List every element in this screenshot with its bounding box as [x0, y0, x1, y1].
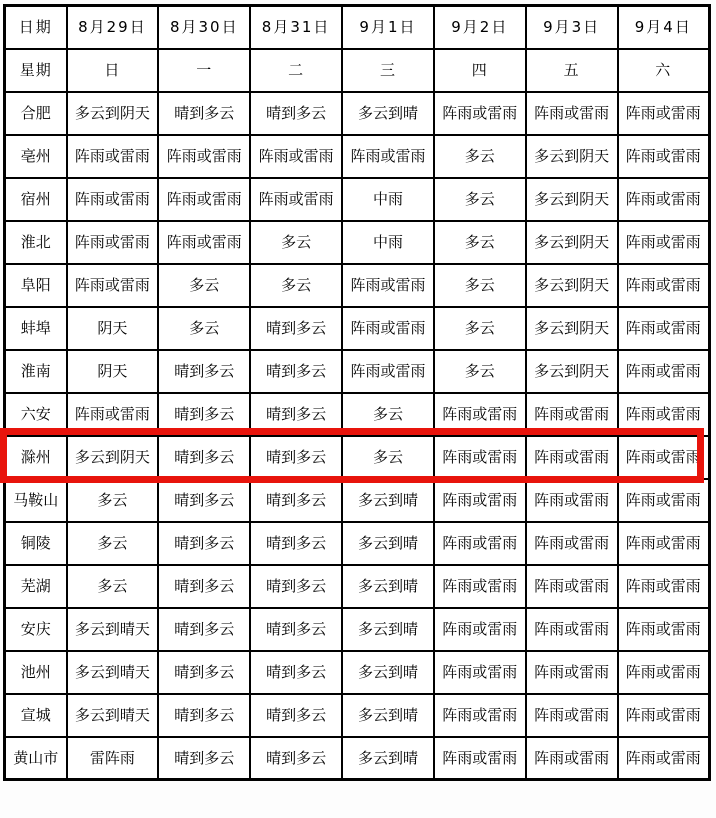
forecast-cell: 阵雨或雷雨: [67, 178, 159, 221]
date-cell: 9月3日: [526, 6, 618, 49]
city-name-cell: 蚌埠: [5, 307, 67, 350]
city-name-cell: 宿州: [5, 178, 67, 221]
forecast-cell: 阵雨或雷雨: [526, 479, 618, 522]
forecast-cell: 阵雨或雷雨: [67, 135, 159, 178]
date-cell: 8月31日: [250, 6, 342, 49]
forecast-cell: 阵雨或雷雨: [526, 651, 618, 694]
forecast-cell: 阵雨或雷雨: [434, 565, 526, 608]
weekday-cell: 二: [250, 49, 342, 92]
forecast-cell: 多云: [67, 522, 159, 565]
forecast-cell: 阵雨或雷雨: [342, 135, 434, 178]
forecast-cell: 晴到多云: [250, 565, 342, 608]
forecast-cell: 多云: [158, 307, 250, 350]
forecast-cell: 晴到多云: [250, 608, 342, 651]
forecast-cell: 多云到晴: [342, 651, 434, 694]
forecast-cell: 晴到多云: [250, 350, 342, 393]
forecast-cell: 阵雨或雷雨: [434, 479, 526, 522]
forecast-cell: 多云到晴: [342, 565, 434, 608]
forecast-cell: 阵雨或雷雨: [434, 522, 526, 565]
city-name-cell: 亳州: [5, 135, 67, 178]
forecast-cell: 阵雨或雷雨: [526, 694, 618, 737]
forecast-cell: 阵雨或雷雨: [618, 479, 710, 522]
forecast-cell: 多云到晴: [342, 92, 434, 135]
forecast-cell: 晴到多云: [250, 694, 342, 737]
forecast-cell: 阵雨或雷雨: [526, 436, 618, 479]
forecast-cell: 多云到晴: [342, 479, 434, 522]
forecast-cell: 多云: [434, 350, 526, 393]
city-name-cell: 六安: [5, 393, 67, 436]
forecast-cell: 晴到多云: [158, 522, 250, 565]
forecast-cell: 阵雨或雷雨: [526, 522, 618, 565]
forecast-cell: 阵雨或雷雨: [618, 522, 710, 565]
forecast-cell: 阵雨或雷雨: [434, 694, 526, 737]
city-forecast-row: [5, 221, 710, 264]
forecast-cell: 阵雨或雷雨: [434, 651, 526, 694]
city-name-cell: 铜陵: [5, 522, 67, 565]
forecast-cell: 晴到多云: [250, 737, 342, 780]
forecast-cell: 阵雨或雷雨: [250, 135, 342, 178]
forecast-cell: 阵雨或雷雨: [618, 135, 710, 178]
forecast-cell: 晴到多云: [250, 436, 342, 479]
forecast-cell: 阵雨或雷雨: [618, 221, 710, 264]
forecast-cell: 阵雨或雷雨: [618, 694, 710, 737]
weekday-cell: 日: [67, 49, 159, 92]
forecast-cell: 阵雨或雷雨: [158, 135, 250, 178]
weekday-cell: 三: [342, 49, 434, 92]
forecast-cell: 多云: [250, 221, 342, 264]
weekday-cell: 一: [158, 49, 250, 92]
city-forecast-row: [5, 135, 710, 178]
forecast-cell: 晴到多云: [158, 737, 250, 780]
city-forecast-row: [5, 307, 710, 350]
forecast-cell: 晴到多云: [250, 92, 342, 135]
forecast-cell: 中雨: [342, 178, 434, 221]
forecast-cell: 阵雨或雷雨: [526, 565, 618, 608]
forecast-cell: 多云: [434, 264, 526, 307]
city-forecast-row: [5, 92, 710, 135]
forecast-cell: 阵雨或雷雨: [434, 92, 526, 135]
city-forecast-row: [5, 393, 710, 436]
forecast-cell: 多云: [67, 565, 159, 608]
forecast-cell: 多云到阴天: [526, 350, 618, 393]
date-cell: 9月2日: [434, 6, 526, 49]
forecast-cell: 晴到多云: [158, 92, 250, 135]
city-name-cell: 阜阳: [5, 264, 67, 307]
forecast-cell: 多云: [342, 436, 434, 479]
forecast-cell: 阵雨或雷雨: [526, 737, 618, 780]
forecast-cell: 多云到晴: [342, 694, 434, 737]
forecast-cell: 阵雨或雷雨: [158, 221, 250, 264]
date-cell: 9月4日: [618, 6, 710, 49]
city-forecast-row: [5, 608, 710, 651]
weekday-cell: 四: [434, 49, 526, 92]
forecast-cell: 阵雨或雷雨: [618, 178, 710, 221]
forecast-cell: 多云到晴: [342, 608, 434, 651]
forecast-cell: 阵雨或雷雨: [342, 350, 434, 393]
forecast-cell: 多云到阴天: [526, 135, 618, 178]
forecast-cell: 晴到多云: [250, 651, 342, 694]
forecast-cell: 晴到多云: [158, 479, 250, 522]
forecast-cell: 阵雨或雷雨: [618, 92, 710, 135]
forecast-cell: 阵雨或雷雨: [67, 393, 159, 436]
forecast-cell: 多云: [434, 135, 526, 178]
forecast-cell: 阵雨或雷雨: [618, 436, 710, 479]
forecast-cell: 阵雨或雷雨: [526, 608, 618, 651]
forecast-cell: 晴到多云: [250, 307, 342, 350]
forecast-cell: 多云到阴天: [67, 436, 159, 479]
forecast-cell: 多云: [434, 178, 526, 221]
forecast-cell: 阵雨或雷雨: [67, 264, 159, 307]
forecast-cell: 阵雨或雷雨: [618, 307, 710, 350]
forecast-cell: 多云: [158, 264, 250, 307]
city-forecast-row: [5, 522, 710, 565]
city-name-cell: 马鞍山: [5, 479, 67, 522]
forecast-cell: 阵雨或雷雨: [618, 651, 710, 694]
forecast-cell: 晴到多云: [250, 393, 342, 436]
date-cell: 8月29日: [67, 6, 159, 49]
forecast-cell: 多云到晴天: [67, 694, 159, 737]
forecast-cell: 多云: [250, 264, 342, 307]
forecast-cell: 多云到晴天: [67, 608, 159, 651]
city-name-cell: 淮南: [5, 350, 67, 393]
forecast-cell: 晴到多云: [158, 694, 250, 737]
city-name-cell: 安庆: [5, 608, 67, 651]
forecast-cell: 多云到晴天: [67, 651, 159, 694]
city-forecast-row: [5, 694, 710, 737]
forecast-cell: 阴天: [67, 307, 159, 350]
row-header-cell: 星期: [5, 49, 67, 92]
forecast-cell: 阵雨或雷雨: [434, 393, 526, 436]
city-forecast-row: [5, 350, 710, 393]
forecast-cell: 阵雨或雷雨: [618, 393, 710, 436]
city-forecast-row: [5, 565, 710, 608]
forecast-cell: 阵雨或雷雨: [342, 307, 434, 350]
forecast-cell: 晴到多云: [158, 651, 250, 694]
row-header-cell: 日期: [5, 6, 67, 49]
date-header-row: [5, 6, 710, 49]
city-name-cell: 滁州: [5, 436, 67, 479]
city-forecast-row: [5, 436, 710, 479]
city-forecast-row: [5, 178, 710, 221]
weekday-cell: 六: [618, 49, 710, 92]
forecast-cell: 多云到阴天: [526, 178, 618, 221]
forecast-cell: 阵雨或雷雨: [434, 436, 526, 479]
weather-forecast-table: [3, 4, 711, 781]
forecast-cell: 阵雨或雷雨: [434, 608, 526, 651]
forecast-cell: 阵雨或雷雨: [618, 608, 710, 651]
forecast-cell: 多云到阴天: [526, 264, 618, 307]
city-name-cell: 池州: [5, 651, 67, 694]
forecast-cell: 多云: [342, 393, 434, 436]
forecast-cell: 雷阵雨: [67, 737, 159, 780]
city-forecast-row: [5, 737, 710, 780]
forecast-cell: 多云: [434, 307, 526, 350]
forecast-cell: 多云: [434, 221, 526, 264]
city-name-cell: 黄山市: [5, 737, 67, 780]
forecast-cell: 晴到多云: [158, 608, 250, 651]
forecast-cell: 晴到多云: [158, 350, 250, 393]
city-forecast-row: [5, 479, 710, 522]
city-name-cell: 宣城: [5, 694, 67, 737]
forecast-cell: 阵雨或雷雨: [618, 565, 710, 608]
forecast-cell: 阵雨或雷雨: [158, 178, 250, 221]
city-name-cell: 合肥: [5, 92, 67, 135]
forecast-cell: 阵雨或雷雨: [342, 264, 434, 307]
forecast-cell: 多云到阴天: [67, 92, 159, 135]
forecast-cell: 中雨: [342, 221, 434, 264]
forecast-cell: 晴到多云: [158, 436, 250, 479]
weekday-cell: 五: [526, 49, 618, 92]
forecast-cell: 阵雨或雷雨: [434, 737, 526, 780]
forecast-cell: 多云到阴天: [526, 221, 618, 264]
city-forecast-row: [5, 651, 710, 694]
forecast-cell: 阵雨或雷雨: [250, 178, 342, 221]
forecast-table-body: [5, 6, 710, 780]
forecast-cell: 晴到多云: [158, 565, 250, 608]
forecast-cell: 多云到阴天: [526, 307, 618, 350]
forecast-cell: 晴到多云: [158, 393, 250, 436]
forecast-cell: 阵雨或雷雨: [67, 221, 159, 264]
city-name-cell: 芜湖: [5, 565, 67, 608]
forecast-cell: 阵雨或雷雨: [618, 264, 710, 307]
forecast-cell: 阴天: [67, 350, 159, 393]
forecast-cell: 多云到晴: [342, 522, 434, 565]
forecast-cell: 阵雨或雷雨: [618, 350, 710, 393]
city-name-cell: 淮北: [5, 221, 67, 264]
forecast-cell: 阵雨或雷雨: [526, 393, 618, 436]
forecast-cell: 阵雨或雷雨: [526, 92, 618, 135]
forecast-cell: 多云到晴: [342, 737, 434, 780]
date-cell: 8月30日: [158, 6, 250, 49]
forecast-cell: 多云: [67, 479, 159, 522]
city-forecast-row: [5, 264, 710, 307]
forecast-cell: 晴到多云: [250, 479, 342, 522]
weekday-row: [5, 49, 710, 92]
date-cell: 9月1日: [342, 6, 434, 49]
forecast-cell: 阵雨或雷雨: [618, 737, 710, 780]
forecast-cell: 晴到多云: [250, 522, 342, 565]
